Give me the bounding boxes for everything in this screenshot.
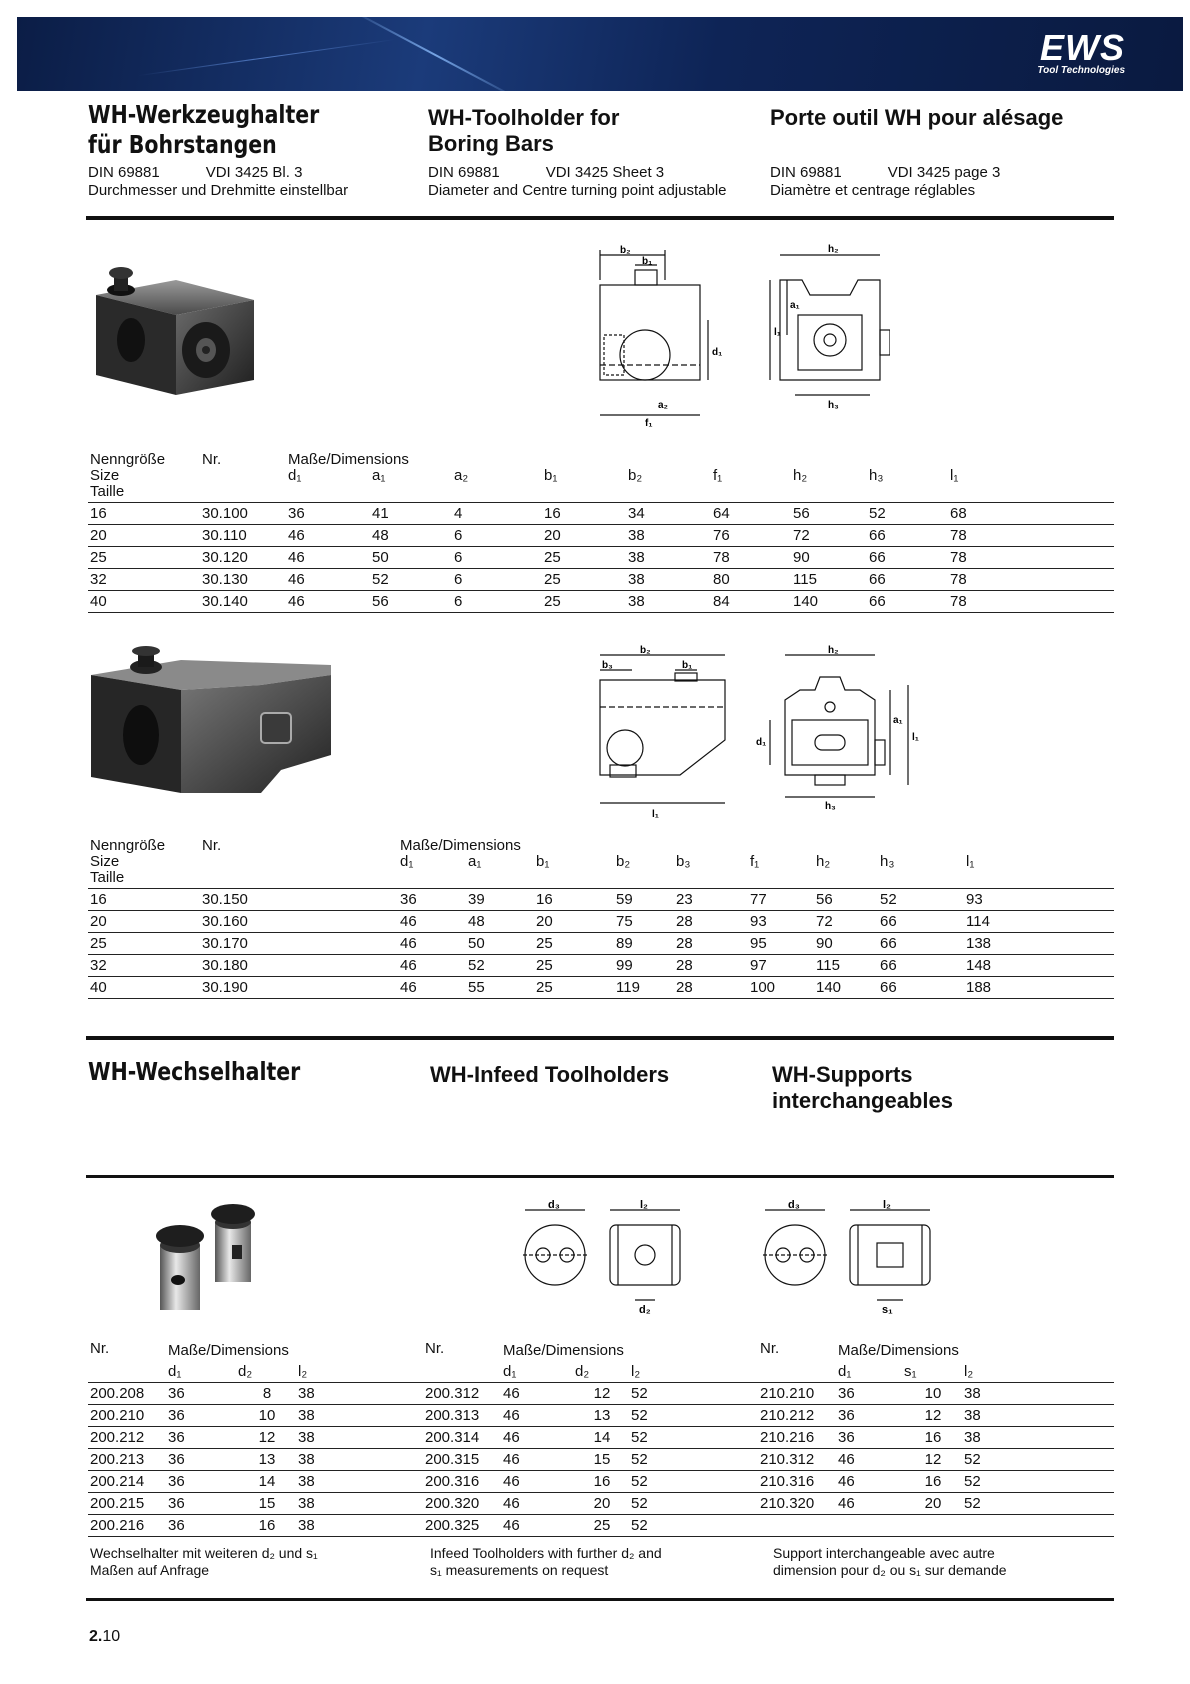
header-dims: Maße/Dimensions [168,1342,289,1359]
table-cell: 200.314 [423,1427,501,1449]
header-spacer [423,1361,501,1383]
table-cell: 38 [296,1405,423,1427]
table-cell: 50 [466,933,534,955]
title-de: WH-Werkzeughalter für Bohrstangen [88,100,320,159]
table-cell: 20 [88,525,200,547]
header-nr: Nr. [760,1340,780,1357]
table-row [88,591,1114,613]
table-cell: 38 [962,1427,1114,1449]
table-row [88,569,1114,591]
table-cell: 200.315 [423,1449,501,1471]
table-cell: 46 [501,1383,573,1405]
table-cell: 90 [814,933,878,955]
table-row [88,1471,1114,1493]
title2-en: WH-Infeed Toolholders [430,1062,670,1087]
label-l1-3: l₁ [912,732,919,743]
table-cell: 46 [836,1471,902,1493]
table-cell: 72 [791,525,867,547]
table-cell: 140 [814,977,878,999]
table-cell: 25 [88,547,200,569]
table-cell: 38 [626,569,711,591]
label-d2: d₂ [639,1304,651,1316]
table-header [88,1340,1114,1361]
label-s1: s₁ [882,1304,893,1316]
table-cell: 30.190 [200,977,398,999]
table-cell: 16 [534,889,614,911]
table-row [88,1449,1114,1471]
table-cell: 36 [166,1427,236,1449]
table-cell: 46 [501,1427,573,1449]
table-cell: 76 [711,525,791,547]
table-cell: 200.216 [88,1515,166,1537]
table-cell: 30.110 [200,525,286,547]
header-banner [17,17,1183,91]
title-fr: Porte outil WH pour alésage [770,105,1064,130]
table-cell: 8 [236,1383,296,1405]
table-boring-bar-holders [88,452,1114,613]
table-cell: 52 [629,1383,758,1405]
label-d1: d₁ [712,347,723,358]
infeed-holder-photo [140,1200,270,1320]
table-cell: 25 [534,933,614,955]
table-cell: 46 [286,591,370,613]
table-cell: 93 [964,889,1114,911]
label-h3-2: h₃ [825,801,836,812]
table-cell [902,1515,962,1537]
note-en: Infeed Toolholders with further d₂ and s₁ measurements on request [430,1545,662,1578]
table-cell: 52 [962,1493,1114,1515]
table-cell: 38 [296,1471,423,1493]
table-cell: 46 [286,569,370,591]
table-cell: 200.208 [88,1383,166,1405]
table-cell: 16 [573,1471,629,1493]
label-b3: b₃ [602,660,613,671]
table-cell: 6 [452,569,542,591]
table-cell: 12 [902,1405,962,1427]
table-cell: 56 [370,591,452,613]
table-cell: 34 [626,503,711,525]
label-h2: h₂ [828,244,839,255]
table-cell: 30.160 [200,911,398,933]
label-f1: f₁ [645,418,653,429]
table-cell: 39 [466,889,534,911]
table-cell: 28 [674,933,748,955]
table-cell: 200.325 [423,1515,501,1537]
table-cell: 210.320 [758,1493,836,1515]
table-cell: 14 [236,1471,296,1493]
table-cell: 15 [236,1493,296,1515]
table-cell: 4 [452,503,542,525]
table-cell: 30.100 [200,503,286,525]
table-cell: 16 [88,889,200,911]
table-cell: 38 [296,1449,423,1471]
table-cell: 56 [791,503,867,525]
ews-logo: EWS Tool Technologies [1037,27,1125,76]
label-b2: b₂ [620,245,631,256]
table-cell: 25 [542,547,626,569]
table-cell: 46 [398,955,466,977]
label-d3-2: d₃ [788,1200,800,1211]
header-dims: Maße/Dimensions [503,1342,624,1359]
table-cell: 200.312 [423,1383,501,1405]
table-cell: 89 [614,933,674,955]
table-cell: 20 [534,911,614,933]
table-cell: 36 [166,1471,236,1493]
table-cell: 36 [286,503,370,525]
table-cell: 10 [902,1383,962,1405]
table-cell: 40 [88,977,200,999]
table-cell: 13 [573,1405,629,1427]
table-row [88,525,1114,547]
column-header: d₁ [501,1361,573,1383]
table-cell: 46 [398,911,466,933]
table-cell: 68 [948,503,1114,525]
table-row [88,1405,1114,1427]
table-cell: 78 [948,525,1114,547]
table-cell: 25 [534,955,614,977]
norm-de: DIN 69881 VDI 3425 Bl. 3 Durchmesser und Drehmitte einstellbar [88,164,349,199]
label-d3: d₃ [548,1200,560,1211]
toolholder-photo-2 [86,645,331,795]
table-cell: 99 [614,955,674,977]
table-cell: 52 [629,1449,758,1471]
table-row [88,1427,1114,1449]
toolholder-photo-1 [86,255,256,400]
drawing-infeed-holders [515,1200,965,1330]
label-b2-2: b₂ [640,645,651,656]
table-cell: 66 [878,933,964,955]
table-cell: 55 [466,977,534,999]
table-cell: 210.210 [758,1383,836,1405]
page-number: 2.10 [89,1628,121,1645]
note-de: Wechselhalter mit weiteren d₂ und s₁ Maßen auf Anfrage [90,1545,318,1578]
table-cell: 13 [236,1449,296,1471]
label-l2-2: l₂ [883,1200,891,1211]
table-cell: 138 [964,933,1114,955]
table-cell: 115 [814,955,878,977]
label-a1-2: a₁ [893,715,903,726]
table-cell: 140 [791,591,867,613]
table-cell: 38 [296,1427,423,1449]
table-cell: 115 [791,569,867,591]
table-cell: 66 [867,569,948,591]
table-cell: 36 [166,1515,236,1537]
table-cell [962,1515,1114,1537]
drawing-side-view-2 [590,645,940,820]
table-row [88,889,1114,911]
table-cell: 78 [948,547,1114,569]
table-cell: 38 [296,1493,423,1515]
table-cell: 20 [88,911,200,933]
table-cell: 16 [88,503,200,525]
table-cell: 56 [814,889,878,911]
table-cell: 6 [452,547,542,569]
table-cell: 52 [962,1471,1114,1493]
table-cell: 25 [534,977,614,999]
table-cell: 52 [629,1493,758,1515]
table-cell: 200.215 [88,1493,166,1515]
table-cell: 97 [748,955,814,977]
table-cell: 78 [948,569,1114,591]
table-cell: 38 [626,591,711,613]
drawing-side-view-1 [590,240,890,430]
table-header-2: Nenngröße Size Taille Nr. Maße/Dimensions d₁ a₁ b₁ b₂ b₃ f₁ h₂ h₃ l₁ [88,838,1114,889]
header-spacer [758,1361,836,1383]
table-cell: 200.212 [88,1427,166,1449]
table-cell: 210.312 [758,1449,836,1471]
table-cell: 30.180 [200,955,398,977]
table-cell: 200.210 [88,1405,166,1427]
divider-4 [86,1598,1114,1601]
table-cell: 32 [88,569,200,591]
label-b1-2: b₁ [682,660,693,671]
table-cell: 46 [501,1515,573,1537]
table-cell: 14 [573,1427,629,1449]
table-cell: 80 [711,569,791,591]
header-dims: Maße/Dimensions [838,1342,959,1359]
label-l1: l₁ [774,327,781,338]
table-cell: 46 [398,977,466,999]
table-cell: 46 [398,933,466,955]
table-cell: 23 [674,889,748,911]
table-cell: 16 [902,1427,962,1449]
table-cell: 36 [836,1427,902,1449]
table-cell: 210.316 [758,1471,836,1493]
note-fr: Support interchangeable avec autre dimension pour d₂ ou s₁ sur demande [773,1545,1007,1578]
header-spacer [88,1361,166,1383]
table-cell: 46 [501,1493,573,1515]
table-cell: 36 [166,1383,236,1405]
table-cell: 36 [166,1493,236,1515]
table-cell: 66 [878,977,964,999]
table-cell: 50 [370,547,452,569]
label-l1-2: l₁ [652,809,659,820]
label-b1: b₁ [642,256,653,267]
label-h2-2: h₂ [828,645,839,656]
table-cell: 28 [674,955,748,977]
table-cell: 64 [711,503,791,525]
table-cell: 52 [466,955,534,977]
label-l2: l₂ [640,1200,648,1211]
table-row [88,1493,1114,1515]
table-cell: 41 [370,503,452,525]
table-cell: 78 [711,547,791,569]
table-cell: 30.120 [200,547,286,569]
label-h3: h₃ [828,400,839,411]
table-cell: 46 [286,525,370,547]
table-cell: 52 [962,1449,1114,1471]
table-row [88,1383,1114,1405]
table-cell: 28 [674,911,748,933]
column-header: l₂ [296,1361,423,1383]
title2-fr: WH-Supports interchangeables [772,1062,953,1113]
column-header: s₁ [902,1361,962,1383]
table-cell: 30.150 [200,889,398,911]
table-cell: 30.130 [200,569,286,591]
table-cell: 46 [836,1493,902,1515]
table-cell: 52 [629,1471,758,1493]
divider [86,216,1114,220]
table-cell: 66 [867,547,948,569]
table-cell: 6 [452,591,542,613]
table-cell: 59 [614,889,674,911]
divider-3 [86,1175,1114,1178]
table-cell: 12 [236,1427,296,1449]
table-row [88,955,1114,977]
table-cell: 20 [902,1493,962,1515]
title2-de: WH-Wechselhalter [88,1057,301,1086]
table-cell: 52 [629,1427,758,1449]
table-cell: 200.313 [423,1405,501,1427]
table-cell: 46 [501,1449,573,1471]
table-cell: 188 [964,977,1114,999]
divider-2 [86,1036,1114,1040]
table-cell: 25 [542,591,626,613]
table-cell: 25 [88,933,200,955]
table-infeed-holders [88,1340,1114,1537]
column-header: l₂ [629,1361,758,1383]
table-cell: 16 [542,503,626,525]
table-cell: 38 [626,525,711,547]
table-cell: 52 [629,1405,758,1427]
table-cell: 66 [878,911,964,933]
table-cell: 38 [296,1515,423,1537]
table-cell: 16 [902,1471,962,1493]
table-cell: 78 [948,591,1114,613]
column-header: d₁ [166,1361,236,1383]
table-cell: 77 [748,889,814,911]
table-row [88,503,1114,525]
header-nr: Nr. [425,1340,445,1357]
table-row [88,933,1114,955]
table-cell: 66 [867,525,948,547]
table-cell: 30.140 [200,591,286,613]
table-cell: 10 [236,1405,296,1427]
column-header: d₂ [236,1361,296,1383]
table-cell: 52 [867,503,948,525]
label-a2: a₂ [658,400,669,411]
table-row [88,1515,1114,1537]
table-cell: 46 [836,1449,902,1471]
table-cell: 36 [836,1405,902,1427]
table-cell: 75 [614,911,674,933]
table-cell [758,1515,836,1537]
table-cell: 36 [398,889,466,911]
norm-fr: DIN 69881 VDI 3425 page 3 Diamètre et centrage réglables [770,164,1001,199]
table-row [88,977,1114,999]
norm-en: DIN 69881 VDI 3425 Sheet 3 Diameter and Centre turning point adjustable [428,164,727,199]
table-cell: 16 [236,1515,296,1537]
table-cell: 46 [286,547,370,569]
table-cell: 20 [573,1493,629,1515]
table-cell: 200.214 [88,1471,166,1493]
label-a1: a₁ [790,300,800,311]
header-nr: Nr. [90,1340,110,1357]
table-cell: 200.316 [423,1471,501,1493]
table-cell: 25 [542,569,626,591]
table-cell: 28 [674,977,748,999]
table-cell: 119 [614,977,674,999]
table-boring-bar-holders-2 [88,838,1114,999]
table-cell: 100 [748,977,814,999]
table-cell: 12 [573,1383,629,1405]
table-cell: 66 [878,955,964,977]
table-cell: 32 [88,955,200,977]
table-header: Nenngröße Size Taille Nr. Maße/Dimensions d₁ a₁ a₂ b₁ b₂ f₁ h₂ h₃ l₁ [88,452,1114,503]
column-header: d₂ [573,1361,629,1383]
table-cell: 84 [711,591,791,613]
table-cell: 200.213 [88,1449,166,1471]
table-cell: 46 [501,1405,573,1427]
table-cell: 48 [466,911,534,933]
table-cell: 12 [902,1449,962,1471]
table-cell: 114 [964,911,1114,933]
table-cell: 36 [836,1383,902,1405]
table-cell: 52 [878,889,964,911]
table-cell: 95 [748,933,814,955]
label-d1-2: d₁ [756,737,767,748]
table-row [88,547,1114,569]
table-cell: 52 [370,569,452,591]
table-cell: 30.170 [200,933,398,955]
table-cell: 210.216 [758,1427,836,1449]
table-cell: 200.320 [423,1493,501,1515]
table-row [88,911,1114,933]
table-cell: 36 [166,1405,236,1427]
table-cell: 210.212 [758,1405,836,1427]
table-cell: 38 [962,1405,1114,1427]
column-header: d₁ [836,1361,902,1383]
column-header: l₂ [962,1361,1114,1383]
table-cell: 46 [501,1471,573,1493]
table-cell: 72 [814,911,878,933]
table-cell: 93 [748,911,814,933]
title-en: WH-Toolholder for Boring Bars [428,105,620,156]
table-cell: 38 [626,547,711,569]
table-cell: 38 [296,1383,423,1405]
table-cell: 36 [166,1449,236,1471]
table-cell: 148 [964,955,1114,977]
table-cell: 66 [867,591,948,613]
table-cell: 6 [452,525,542,547]
table-cell: 48 [370,525,452,547]
table-cell: 90 [791,547,867,569]
table-cell: 40 [88,591,200,613]
table-cell: 15 [573,1449,629,1471]
table-subheader [88,1361,1114,1383]
table-cell [836,1515,902,1537]
table-cell: 38 [962,1383,1114,1405]
table-cell: 20 [542,525,626,547]
table-cell: 52 [629,1515,758,1537]
table-cell: 25 [573,1515,629,1537]
